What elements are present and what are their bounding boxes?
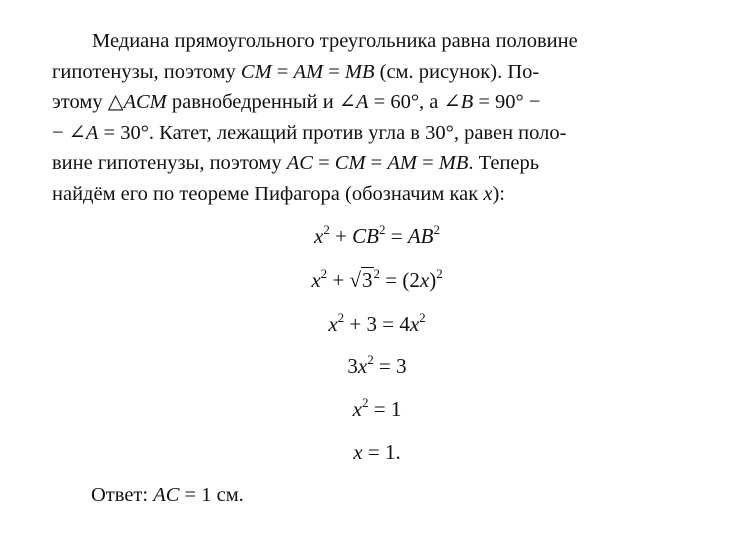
text-segment: гипотенузы, поэтому CM = AM = MB (см. рисунок). По- (52, 60, 540, 83)
text-line-5 (52, 148, 708, 179)
answer-line (91, 484, 244, 507)
text-line-4 (52, 118, 708, 149)
text-line-2 (52, 57, 708, 88)
answer-label: Ответ: (91, 484, 154, 506)
equation-4: $3x^2 = 3$ (347, 352, 407, 378)
text-segment: − ∠A = 30°. Катет, лежащий против угла в 30°, равен поло- (52, 121, 567, 144)
text-segment: Медиана прямоугольного треугольника равна половине (92, 30, 578, 52)
text-line-1 (52, 26, 708, 57)
equation-6: x = 1. (353, 440, 401, 464)
solution-paragraph (52, 26, 708, 209)
text-line-6 (52, 179, 708, 210)
answer-value: = 1 см. (179, 484, 244, 506)
radicand: 3 (362, 268, 373, 292)
text-segment: вине гипотенузы, поэтому AC = CM = AM = MB. Теперь (52, 152, 540, 174)
answer-variable: AC (153, 484, 180, 506)
equation-2: $x^2 + √3^2 = (2x)^2$ (311, 266, 443, 292)
equation-3: $x^2 + 3 = 4x^2$ (328, 310, 426, 336)
equation-5: $x^2 = 1$ (352, 395, 402, 421)
equation-1: $x^2 + CB^2 = AB^2$ (313, 222, 440, 248)
text-segment: этому △ACM равнобедренный и ∠A = 60°, а ∠B = 90° − (52, 91, 541, 113)
text-segment: найдём его по теореме Пифагора (обозначим как x): (52, 182, 505, 205)
text-line-3 (52, 87, 708, 118)
